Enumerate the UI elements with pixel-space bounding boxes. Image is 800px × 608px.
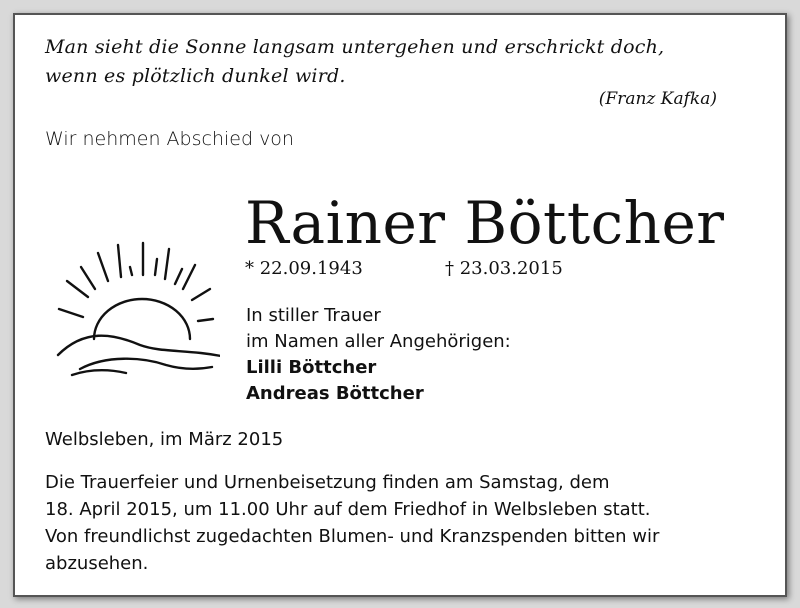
funeral-note-line: 18. April 2015, um 11.00 Uhr auf dem Friedhof in Welbsleben statt.: [45, 499, 651, 520]
intro-text: Wir nehmen Abschied von: [45, 128, 294, 150]
place-date: Welbsleben, im März 2015: [45, 429, 284, 450]
quote-author: (Franz Kafka): [598, 89, 717, 109]
sunset-over-hills-icon: [50, 237, 220, 377]
funeral-note-line: abzusehen.: [45, 553, 149, 574]
funeral-note: [45, 469, 765, 577]
mourners-block: [246, 303, 511, 407]
mourner-name: Andreas Böttcher: [246, 383, 424, 404]
birth-date: * 22.09.1943: [245, 258, 363, 279]
deceased-name: Rainer Böttcher: [245, 189, 725, 257]
mourning-line-2: im Namen aller Angehörigen:: [246, 331, 511, 352]
quote-line-2: wenn es plötzlich dunkel wird.: [45, 65, 346, 87]
obituary-notice: [13, 13, 787, 597]
quote: [45, 33, 664, 91]
death-date: † 23.03.2015: [445, 258, 563, 279]
mourning-line-1: In stiller Trauer: [246, 305, 381, 326]
funeral-note-line: Von freundlichst zugedachten Blumen- und Kranzspenden bitten wir: [45, 526, 660, 547]
funeral-note-line: Die Trauerfeier und Urnenbeisetzung finden am Samstag, dem: [45, 472, 610, 493]
mourner-name: Lilli Böttcher: [246, 357, 377, 378]
quote-line-1: Man sieht die Sonne langsam untergehen und erschrickt doch,: [45, 36, 665, 58]
